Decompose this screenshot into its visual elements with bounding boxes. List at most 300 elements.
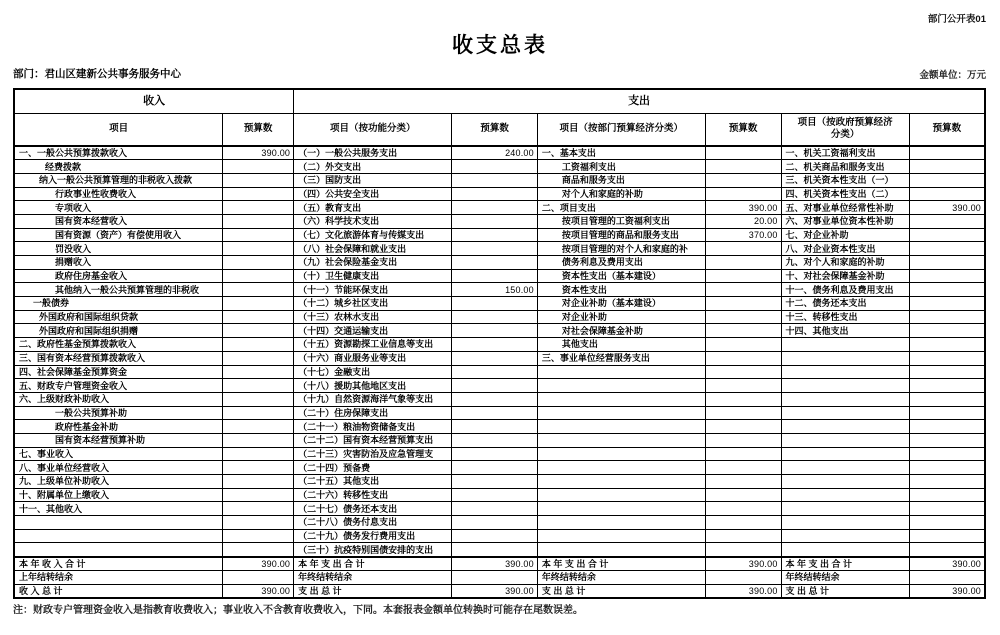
gov-econ-budget-cell	[909, 310, 985, 324]
table-row	[14, 516, 985, 530]
total-label-cell: 本 年 收 入 合 计	[14, 557, 223, 571]
functional-item-cell: （十二）城乡社区支出	[294, 297, 452, 311]
gov-econ-item-cell	[781, 529, 909, 543]
total-value-cell	[909, 570, 985, 584]
income-budget-cell	[223, 543, 294, 557]
col-header-functional-item: 项目（按功能分类）	[294, 113, 452, 146]
total-label-cell: 支 出 总 计	[294, 584, 452, 598]
table-row	[14, 338, 985, 352]
dept-econ-budget-cell: 370.00	[705, 228, 781, 242]
gov-econ-budget-cell	[909, 146, 985, 160]
dept-econ-budget-cell	[705, 242, 781, 256]
table-row	[14, 297, 985, 311]
functional-budget-cell	[452, 310, 537, 324]
table-row	[14, 488, 985, 502]
total-value-cell: 390.00	[452, 584, 537, 598]
table-row	[14, 324, 985, 338]
total-value-cell: 390.00	[223, 584, 294, 598]
dept-econ-item-cell	[537, 379, 705, 393]
dept-econ-budget-cell	[705, 310, 781, 324]
table-row	[14, 543, 985, 557]
dept-econ-item-cell	[537, 502, 705, 516]
income-budget-cell	[223, 406, 294, 420]
dept-econ-item-cell: 资本性支出	[537, 283, 705, 297]
footnote: 注：财政专户管理资金收入是指教育收费收入；事业收入不含教育收费收入，下同。本套报表金额单位转换时可能存在尾数误差。	[13, 605, 583, 616]
functional-budget-cell	[452, 516, 537, 530]
gov-econ-item-cell: 十、对社会保障基金补助	[781, 269, 909, 283]
functional-budget-cell	[452, 365, 537, 379]
dept-econ-budget-cell	[705, 529, 781, 543]
gov-econ-budget-cell	[909, 365, 985, 379]
dept-econ-item-cell: 按项目管理的对个人和家庭的补	[537, 242, 705, 256]
expenditure-section-header: 支出	[294, 89, 985, 113]
income-item-cell: 外国政府和国际组织捐赠	[14, 324, 223, 338]
functional-budget-cell	[452, 269, 537, 283]
functional-item-cell: （五）教育支出	[294, 201, 452, 215]
dept-econ-item-cell	[537, 475, 705, 489]
col-header-income-budget: 预算数	[223, 113, 294, 146]
col-header-functional-budget: 预算数	[452, 113, 537, 146]
functional-budget-cell	[452, 529, 537, 543]
section-header-row	[14, 89, 985, 113]
income-item-cell: 外国政府和国际组织贷款	[14, 310, 223, 324]
gov-econ-item-cell: 九、对个人和家庭的补助	[781, 256, 909, 270]
dept-econ-budget-cell	[705, 146, 781, 160]
dept-econ-budget-cell	[705, 365, 781, 379]
income-budget-cell	[223, 447, 294, 461]
total-value-cell	[452, 570, 537, 584]
gov-econ-budget-cell	[909, 338, 985, 352]
table-row	[14, 269, 985, 283]
income-item-cell: 经费拨款	[14, 160, 223, 174]
income-budget-cell	[223, 379, 294, 393]
dept-econ-budget-cell	[705, 324, 781, 338]
functional-budget-cell	[452, 379, 537, 393]
total-value-cell	[705, 570, 781, 584]
table-row	[14, 201, 985, 215]
table-row	[14, 146, 985, 160]
gov-econ-budget-cell	[909, 324, 985, 338]
dept-econ-budget-cell	[705, 256, 781, 270]
functional-budget-cell	[452, 461, 537, 475]
gov-econ-item-cell	[781, 392, 909, 406]
income-budget-cell	[223, 201, 294, 215]
table-row	[14, 214, 985, 228]
col-header-dept-econ-budget: 预算数	[705, 113, 781, 146]
total-label-cell: 年终结转结余	[781, 570, 909, 584]
gov-econ-budget-cell	[909, 461, 985, 475]
gov-econ-budget-cell	[909, 420, 985, 434]
functional-item-cell: （十七）金融支出	[294, 365, 452, 379]
gov-econ-item-cell	[781, 338, 909, 352]
dept-econ-budget-cell	[705, 283, 781, 297]
functional-item-cell: （三）国防支出	[294, 173, 452, 187]
income-budget-cell	[223, 283, 294, 297]
functional-budget-cell	[452, 173, 537, 187]
table-row	[14, 475, 985, 489]
functional-item-cell: （二十三）灾害防治及应急管理支	[294, 447, 452, 461]
income-budget-cell	[223, 173, 294, 187]
gov-econ-item-cell: 二、机关商品和服务支出	[781, 160, 909, 174]
total-label-cell: 支 出 总 计	[537, 584, 705, 598]
functional-item-cell: （九）社会保险基金支出	[294, 256, 452, 270]
income-item-cell	[14, 516, 223, 530]
income-item-cell: 五、财政专户管理资金收入	[14, 379, 223, 393]
dept-econ-item-cell: 对企业补助	[537, 310, 705, 324]
functional-item-cell: （二十四）预备费	[294, 461, 452, 475]
table-row	[14, 310, 985, 324]
gov-econ-item-cell	[781, 433, 909, 447]
income-item-cell	[14, 543, 223, 557]
functional-budget-cell	[452, 338, 537, 352]
income-item-cell: 八、事业单位经营收入	[14, 461, 223, 475]
dept-econ-item-cell	[537, 433, 705, 447]
income-budget-cell	[223, 160, 294, 174]
gov-econ-item-cell	[781, 461, 909, 475]
income-budget-cell	[223, 433, 294, 447]
gov-econ-item-cell	[781, 502, 909, 516]
table-row	[14, 351, 985, 365]
total-value-cell: 390.00	[909, 584, 985, 598]
total-label-cell: 上年结转结余	[14, 570, 223, 584]
dept-econ-budget-cell	[705, 516, 781, 530]
table-row	[14, 256, 985, 270]
income-budget-cell: 390.00	[223, 146, 294, 160]
budget-summary-table	[13, 88, 986, 599]
gov-econ-item-cell: 七、对企业补助	[781, 228, 909, 242]
income-item-cell: 国有资本经营收入	[14, 214, 223, 228]
total-label-cell: 本 年 支 出 合 计	[781, 557, 909, 571]
table-row	[14, 187, 985, 201]
functional-budget-cell	[452, 543, 537, 557]
income-item-cell: 政府性基金补助	[14, 420, 223, 434]
total-value-cell: 390.00	[909, 557, 985, 571]
gov-econ-item-cell	[781, 365, 909, 379]
functional-budget-cell	[452, 201, 537, 215]
income-budget-cell	[223, 187, 294, 201]
meta-row	[13, 66, 986, 81]
gov-econ-budget-cell	[909, 543, 985, 557]
gov-econ-item-cell	[781, 406, 909, 420]
table-row	[14, 461, 985, 475]
income-item-cell	[14, 529, 223, 543]
functional-item-cell: （二十九）债务发行费用支出	[294, 529, 452, 543]
functional-item-cell: （十八）援助其他地区支出	[294, 379, 452, 393]
income-item-cell: 专项收入	[14, 201, 223, 215]
table-row	[14, 379, 985, 393]
gov-econ-item-cell	[781, 379, 909, 393]
table-row	[14, 228, 985, 242]
income-budget-cell	[223, 310, 294, 324]
table-row	[14, 365, 985, 379]
functional-budget-cell	[452, 256, 537, 270]
functional-budget-cell	[452, 392, 537, 406]
income-item-cell: 十、附属单位上缴收入	[14, 488, 223, 502]
income-item-cell: 行政事业性收费收入	[14, 187, 223, 201]
functional-budget-cell	[452, 324, 537, 338]
functional-budget-cell	[452, 228, 537, 242]
dept-econ-item-cell: 按项目管理的商品和服务支出	[537, 228, 705, 242]
dept-econ-item-cell: 二、项目支出	[537, 201, 705, 215]
total-label-cell: 年终结转结余	[294, 570, 452, 584]
dept-econ-budget-cell	[705, 392, 781, 406]
table-row	[14, 502, 985, 516]
total-label-cell: 年终结转结余	[537, 570, 705, 584]
gov-econ-item-cell: 一、机关工资福利支出	[781, 146, 909, 160]
income-item-cell: 国有资源（资产）有偿使用收入	[14, 228, 223, 242]
income-budget-cell	[223, 214, 294, 228]
dept-econ-item-cell	[537, 392, 705, 406]
dept-econ-item-cell: 对社会保障基金补助	[537, 324, 705, 338]
income-budget-cell	[223, 529, 294, 543]
dept-econ-item-cell: 按项目管理的工资福利支出	[537, 214, 705, 228]
gov-econ-budget-cell	[909, 502, 985, 516]
income-item-cell: 九、上级单位补助收入	[14, 475, 223, 489]
gov-econ-budget-cell	[909, 351, 985, 365]
income-item-cell: 纳入一般公共预算管理的非税收入拨款	[14, 173, 223, 187]
table-row	[14, 406, 985, 420]
income-budget-cell	[223, 297, 294, 311]
total-value-cell: 390.00	[452, 557, 537, 571]
gov-econ-budget-cell	[909, 433, 985, 447]
income-budget-cell	[223, 516, 294, 530]
functional-budget-cell	[452, 488, 537, 502]
gov-econ-budget-cell	[909, 256, 985, 270]
gov-econ-budget-cell	[909, 214, 985, 228]
gov-econ-item-cell: 十四、其他支出	[781, 324, 909, 338]
dept-econ-budget-cell	[705, 420, 781, 434]
functional-item-cell: （二十一）粮油物资储备支出	[294, 420, 452, 434]
dept-econ-item-cell	[537, 365, 705, 379]
table-body	[14, 146, 985, 598]
gov-econ-item-cell	[781, 351, 909, 365]
gov-econ-item-cell	[781, 447, 909, 461]
income-budget-cell	[223, 461, 294, 475]
dept-econ-budget-cell: 20.00	[705, 214, 781, 228]
total-value-cell: 390.00	[705, 557, 781, 571]
income-budget-cell	[223, 351, 294, 365]
dept-econ-budget-cell	[705, 351, 781, 365]
gov-econ-budget-cell	[909, 283, 985, 297]
income-item-cell: 七、事业收入	[14, 447, 223, 461]
gov-econ-item-cell: 六、对事业单位资本性补助	[781, 214, 909, 228]
dept-econ-budget-cell	[705, 187, 781, 201]
dept-econ-item-cell: 其他支出	[537, 338, 705, 352]
table-row	[14, 242, 985, 256]
income-item-cell: 一般公共预算补助	[14, 406, 223, 420]
functional-budget-cell: 150.00	[452, 283, 537, 297]
dept-econ-item-cell	[537, 447, 705, 461]
functional-item-cell: （二十六）转移性支出	[294, 488, 452, 502]
income-budget-cell	[223, 420, 294, 434]
gov-econ-budget-cell	[909, 160, 985, 174]
total-label-cell: 本 年 支 出 合 计	[537, 557, 705, 571]
table-row	[14, 160, 985, 174]
dept-econ-item-cell	[537, 543, 705, 557]
dept-econ-budget-cell	[705, 488, 781, 502]
gov-econ-budget-cell	[909, 173, 985, 187]
gov-econ-budget-cell	[909, 379, 985, 393]
col-header-dept-econ-item: 项目（按部门预算经济分类）	[537, 113, 705, 146]
gov-econ-budget-cell	[909, 447, 985, 461]
functional-budget-cell	[452, 160, 537, 174]
income-budget-cell	[223, 488, 294, 502]
income-section-header: 收入	[14, 89, 294, 113]
income-item-cell: 一、一般公共预算拨款收入	[14, 146, 223, 160]
dept-econ-item-cell	[537, 488, 705, 502]
functional-budget-cell: 240.00	[452, 146, 537, 160]
gov-econ-item-cell: 十三、转移性支出	[781, 310, 909, 324]
functional-budget-cell	[452, 187, 537, 201]
dept-econ-item-cell	[537, 516, 705, 530]
functional-budget-cell	[452, 242, 537, 256]
dept-econ-item-cell	[537, 461, 705, 475]
dept-econ-item-cell: 工资福利支出	[537, 160, 705, 174]
functional-item-cell: （二十七）债务还本支出	[294, 502, 452, 516]
gov-econ-item-cell	[781, 420, 909, 434]
income-budget-cell	[223, 242, 294, 256]
income-item-cell: 罚没收入	[14, 242, 223, 256]
functional-item-cell: （二十）住房保障支出	[294, 406, 452, 420]
gov-econ-item-cell: 十二、债务还本支出	[781, 297, 909, 311]
gov-econ-budget-cell	[909, 529, 985, 543]
functional-item-cell: （二）外交支出	[294, 160, 452, 174]
income-item-cell: 捐赠收入	[14, 256, 223, 270]
dept-econ-budget-cell	[705, 406, 781, 420]
form-code-label: 部门公开表01	[927, 14, 986, 25]
dept-econ-budget-cell	[705, 338, 781, 352]
col-header-income-item: 项目	[14, 113, 223, 146]
functional-budget-cell	[452, 297, 537, 311]
dept-econ-budget-cell	[705, 269, 781, 283]
income-item-cell: 政府住房基金收入	[14, 269, 223, 283]
functional-item-cell: （八）社会保障和就业支出	[294, 242, 452, 256]
gov-econ-item-cell	[781, 516, 909, 530]
functional-item-cell: （四）公共安全支出	[294, 187, 452, 201]
functional-item-cell: （十四）交通运输支出	[294, 324, 452, 338]
income-item-cell: 十一、其他收入	[14, 502, 223, 516]
dept-econ-budget-cell	[705, 475, 781, 489]
total-value-cell: 390.00	[223, 557, 294, 571]
income-budget-cell	[223, 324, 294, 338]
gov-econ-item-cell: 八、对企业资本性支出	[781, 242, 909, 256]
gov-econ-budget-cell	[909, 297, 985, 311]
dept-econ-budget-cell	[705, 379, 781, 393]
dept-econ-budget-cell	[705, 297, 781, 311]
functional-item-cell: （六）科学技术支出	[294, 214, 452, 228]
functional-budget-cell	[452, 475, 537, 489]
functional-budget-cell	[452, 420, 537, 434]
functional-budget-cell	[452, 447, 537, 461]
income-item-cell: 国有资本经营预算补助	[14, 433, 223, 447]
dept-econ-item-cell: 商品和服务支出	[537, 173, 705, 187]
table-row	[14, 420, 985, 434]
functional-budget-cell	[452, 502, 537, 516]
income-budget-cell	[223, 365, 294, 379]
gov-econ-budget-cell	[909, 228, 985, 242]
page-title: 收支总表	[452, 34, 548, 57]
gov-econ-budget-cell	[909, 269, 985, 283]
dept-econ-item-cell	[537, 529, 705, 543]
gov-econ-budget-cell	[909, 488, 985, 502]
gov-econ-item-cell	[781, 488, 909, 502]
dept-econ-budget-cell	[705, 502, 781, 516]
gov-econ-item-cell	[781, 475, 909, 489]
income-item-cell: 三、国有资本经营预算拨款收入	[14, 351, 223, 365]
dept-econ-budget-cell	[705, 160, 781, 174]
gov-econ-budget-cell	[909, 242, 985, 256]
functional-item-cell: （十六）商业服务业等支出	[294, 351, 452, 365]
col-header-gov-econ-item: 项目（按政府预算经济分类）	[781, 113, 909, 146]
unit-label: 金额单位：万元	[919, 70, 986, 81]
dept-econ-item-cell: 一、基本支出	[537, 146, 705, 160]
income-item-cell: 一般债券	[14, 297, 223, 311]
gov-econ-item-cell: 十一、债务利息及费用支出	[781, 283, 909, 297]
income-item-cell: 四、社会保障基金预算资金	[14, 365, 223, 379]
functional-item-cell: （二十二）国有资本经营预算支出	[294, 433, 452, 447]
department-label: 部门：君山区建新公共事务服务中心	[13, 68, 181, 80]
income-budget-cell	[223, 228, 294, 242]
total-label-cell: 本 年 支 出 合 计	[294, 557, 452, 571]
income-item-cell: 二、政府性基金预算拨款收入	[14, 338, 223, 352]
gov-econ-budget-cell	[909, 516, 985, 530]
gov-econ-item-cell: 四、机关资本性支出（二）	[781, 187, 909, 201]
dept-econ-budget-cell	[705, 543, 781, 557]
dept-econ-budget-cell: 390.00	[705, 201, 781, 215]
functional-item-cell: （二十五）其他支出	[294, 475, 452, 489]
total-value-cell	[223, 570, 294, 584]
total-row	[14, 570, 985, 584]
functional-item-cell: （一）一般公共服务支出	[294, 146, 452, 160]
functional-budget-cell	[452, 433, 537, 447]
table-row	[14, 283, 985, 297]
income-budget-cell	[223, 269, 294, 283]
dept-econ-item-cell: 对个人和家庭的补助	[537, 187, 705, 201]
dept-econ-budget-cell	[705, 447, 781, 461]
income-budget-cell	[223, 338, 294, 352]
dept-econ-item-cell: 三、事业单位经营服务支出	[537, 351, 705, 365]
functional-item-cell: （三十）抗疫特别国债安排的支出	[294, 543, 452, 557]
total-row	[14, 557, 985, 571]
table-row	[14, 173, 985, 187]
gov-econ-budget-cell	[909, 406, 985, 420]
dept-econ-item-cell	[537, 420, 705, 434]
income-budget-cell	[223, 256, 294, 270]
gov-econ-item-cell	[781, 543, 909, 557]
gov-econ-budget-cell	[909, 475, 985, 489]
dept-econ-budget-cell	[705, 461, 781, 475]
col-header-gov-econ-budget: 预算数	[909, 113, 985, 146]
total-label-cell: 支 出 总 计	[781, 584, 909, 598]
gov-econ-budget-cell	[909, 187, 985, 201]
dept-econ-item-cell: 资本性支出（基本建设）	[537, 269, 705, 283]
column-header-row	[14, 113, 985, 146]
functional-item-cell: （十）卫生健康支出	[294, 269, 452, 283]
total-row	[14, 584, 985, 598]
functional-item-cell: （七）文化旅游体育与传媒支出	[294, 228, 452, 242]
functional-budget-cell	[452, 406, 537, 420]
gov-econ-item-cell: 五、对事业单位经常性补助	[781, 201, 909, 215]
income-item-cell: 六、上级财政补助收入	[14, 392, 223, 406]
functional-budget-cell	[452, 351, 537, 365]
functional-item-cell: （十一）节能环保支出	[294, 283, 452, 297]
income-budget-cell	[223, 502, 294, 516]
table-row	[14, 392, 985, 406]
functional-item-cell: （十三）农林水支出	[294, 310, 452, 324]
dept-econ-budget-cell	[705, 433, 781, 447]
total-value-cell: 390.00	[705, 584, 781, 598]
functional-item-cell: （二十八）债务付息支出	[294, 516, 452, 530]
